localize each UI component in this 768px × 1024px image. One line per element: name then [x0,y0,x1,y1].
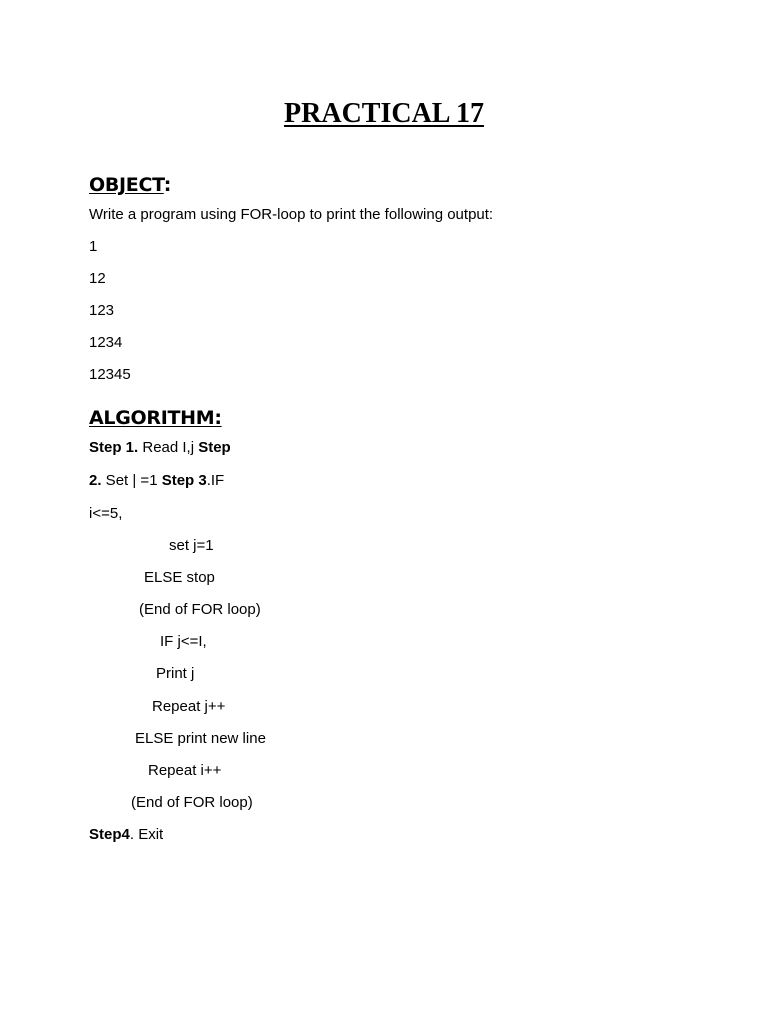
repeat-i-line: Repeat i++ [148,762,222,779]
set-j-line: set j=1 [169,537,214,554]
step-2-text: Set | =1 [101,472,162,489]
else-stop-line: ELSE stop [144,569,215,586]
algorithm-step-4 [89,826,163,844]
step-1-label: Step 1. [89,439,139,456]
end-for-loop-line-1: (End of FOR loop) [139,601,261,618]
step-2-label-start: Step [198,439,231,456]
step-3-label: Step 3 [161,472,207,489]
output-line-2: 12 [89,270,106,287]
output-line-5: 12345 [89,366,131,383]
algorithm-line-1 [89,439,231,457]
object-description: Write a program using FOR-loop to print the following output: [89,206,494,223]
algorithm-line-2 [89,472,224,490]
else-newline-line: ELSE print new line [135,730,266,747]
object-heading-colon: : [163,174,172,196]
algorithm-line-3: i<=5, [89,505,123,522]
step-3-text: .IF [206,472,225,489]
end-for-loop-line-2: (End of FOR loop) [131,794,253,811]
step-1-text: Read I,j [138,439,199,456]
step-2-label-end: 2. [89,472,102,489]
object-heading-label: OBJECT [89,174,164,196]
output-line-3: 123 [89,302,115,319]
output-line-4: 1234 [89,334,123,351]
step-4-label: Step4 [89,826,130,843]
page-title: PRACTICAL 17 [284,98,484,129]
step-4-text: . Exit [129,826,164,843]
if-j-line: IF j<=I, [160,633,207,650]
object-heading [89,174,171,196]
algorithm-heading-label: ALGORITHM: [89,407,222,429]
algorithm-heading [89,407,222,429]
output-line-1: 1 [89,238,98,255]
repeat-j-line: Repeat j++ [152,698,226,715]
print-j-line: Print j [156,665,195,682]
